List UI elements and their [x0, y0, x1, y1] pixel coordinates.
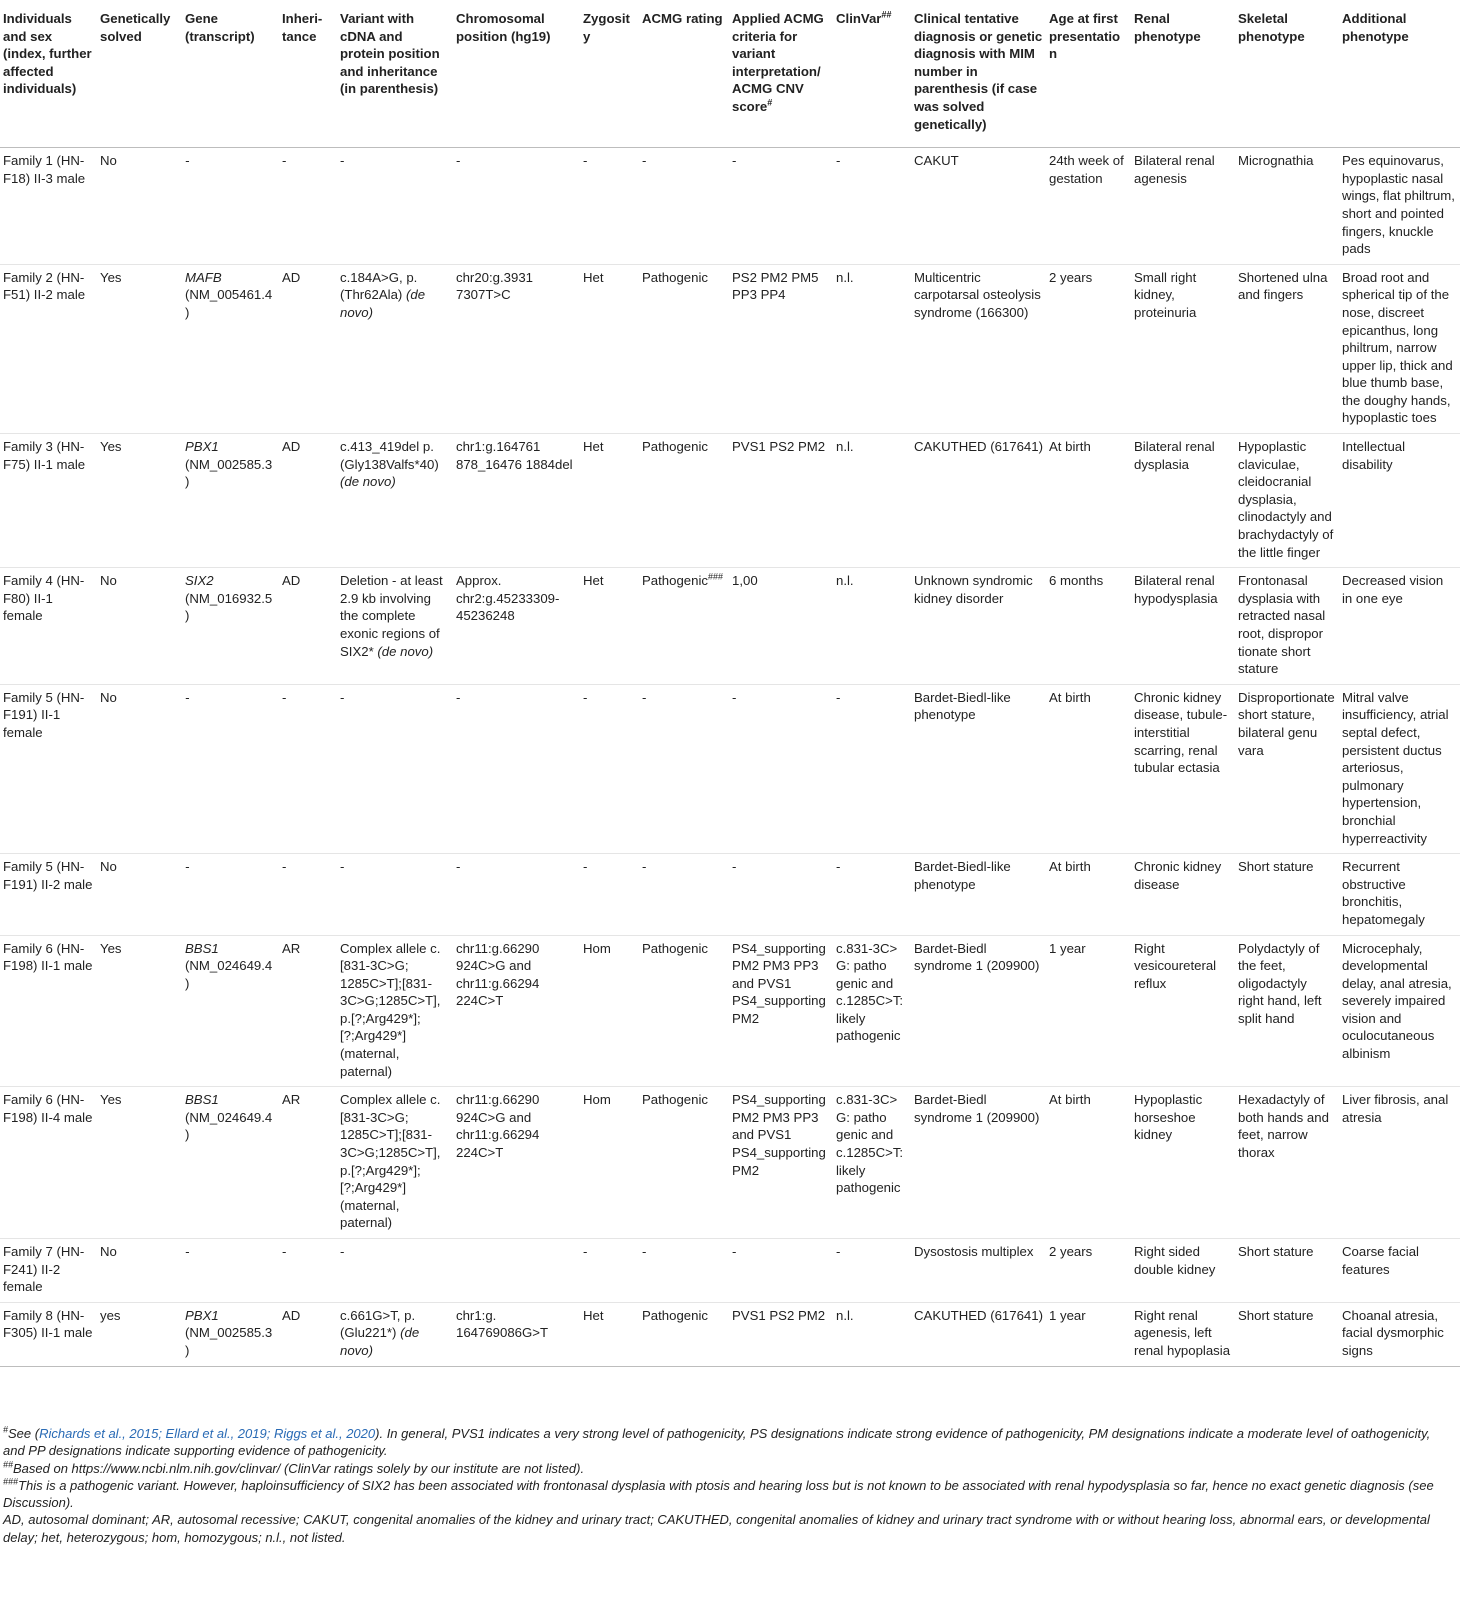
chromosomal-position-cell: - — [456, 859, 461, 875]
skeletal-phenotype-cell: Polydactyly of the feet, oligodactyly right hand, left split hand — [1238, 940, 1322, 1026]
acmg-criteria-cell: - — [732, 153, 737, 169]
additional-phenotype-cell: Broad root and spherical tip of the nose, discreet epicanthus, long philtrum, narrow upper lip, thick and blue thumb base, the doughy hands, hypoplastic toes — [1342, 269, 1453, 426]
acmg-criteria-cell: PVS1 PS2 PM2 — [732, 439, 826, 455]
skeletal-phenotype-cell: Hypoplastic claviculae, cleidocranial dysplasia, clinodactyly and brachydactyly of the little finger — [1238, 439, 1334, 560]
footnote-3: ###This is a pathogenic variant. However, haploinsufficiency of SIX2 has been associated with frontonasal dysplasia with ptosis and hearing loss but is not known to be associated with renal hypodysplasia so far, hence no exact genetic diagnosis (see Discussion). — [3, 1476, 1434, 1511]
skeletal-phenotype-cell: Short stature — [1238, 1307, 1314, 1323]
clinvar-cell: - — [836, 153, 841, 169]
renal-phenotype-cell: Right renal agenesis, left renal hypoplasia — [1134, 1307, 1231, 1358]
skeletal-phenotype-cell: Shortened ulna and fingers — [1238, 269, 1328, 303]
gene-cell: PBX1 (NM_002585.3) — [185, 1307, 273, 1358]
table-row — [0, 1302, 1460, 1366]
chromosomal-position-cell: chr1:g. 164769086G>T — [456, 1307, 549, 1341]
diagnosis-cell: Multicentric carpotarsal osteolysis syndrome (166300) — [914, 269, 1041, 320]
variant-cell: - — [340, 689, 345, 705]
footnote-references[interactable]: Richards et al., 2015; Ellard et al., 2019; Riggs et al., 2020 — [39, 1426, 376, 1441]
acmg-rating-cell: - — [642, 153, 647, 169]
variant-cell: Complex allele c.[831-3C>G; 1285C>T];[831-3C>G;1285C>T], p.[?;Arg429*];[?;Arg429*] (maternal, paternal) — [340, 940, 441, 1079]
renal-phenotype-cell: Hypoplastic horseshoe kidney — [1134, 1092, 1203, 1143]
variant-cell: - — [340, 1244, 345, 1259]
solved-cell: Yes — [100, 439, 122, 455]
skeletal-phenotype-cell: Hexadactyly of both hands and feet, narrow thorax — [1238, 1092, 1329, 1161]
chromosomal-position-cell: chr11:g.66290 924C>G and chr11:g.66294 224C>T — [456, 1092, 540, 1161]
solved-cell: yes — [100, 1307, 121, 1323]
clinvar-cell: c.831-3C> G: patho genic and c.1285C>T: likely pathogenic — [836, 1092, 904, 1196]
col-header-inheritance: Inheri-tance — [279, 6, 337, 148]
acmg-criteria-cell: - — [732, 859, 737, 875]
gene-cell: BBS1 (NM_024649.4) — [185, 1092, 273, 1143]
age-cell: 24th week of gestation — [1049, 153, 1124, 186]
zygosity-cell: - — [583, 153, 588, 169]
chromosomal-position-cell: chr1:g.164761 878_16476 1884del — [456, 439, 573, 472]
individual-cell: Family 5 (HN-F191) II-2 male — [3, 859, 93, 892]
individual-cell: Family 5 (HN-F191) II-1 female — [3, 689, 85, 740]
variant-cell: - — [340, 859, 345, 875]
diagnosis-cell: Bardet-Biedl-like phenotype — [914, 689, 1011, 723]
clinvar-cell: - — [836, 689, 841, 705]
solved-cell: No — [100, 859, 117, 875]
clinvar-cell: n.l. — [836, 439, 854, 455]
inheritance-cell: - — [282, 1244, 287, 1259]
inheritance-cell: AR — [282, 940, 301, 956]
diagnosis-cell: Bardet-Biedl-like phenotype — [914, 859, 1011, 892]
variant-cell: c.413_419del p.(Gly138Valfs*40) (de novo) — [340, 439, 439, 490]
individual-cell: Family 6 (HN-F198) II-4 male — [3, 1092, 93, 1125]
renal-phenotype-cell: Right sided double kidney — [1134, 1244, 1216, 1277]
col-header-acmg-rating: ACMG rating — [639, 6, 729, 148]
acmg-rating-cell: - — [642, 1244, 647, 1259]
table-row — [0, 1239, 1460, 1303]
clinvar-cell: - — [836, 859, 841, 875]
age-cell: At birth — [1049, 439, 1091, 455]
col-header-solved: Genetically solved — [97, 6, 182, 148]
age-cell: 1 year — [1049, 940, 1086, 956]
inheritance-cell: AD — [282, 573, 301, 589]
additional-phenotype-cell: Pes equinovarus, hypoplastic nasal wings, flat philtrum, short and pointed fingers, knuckle pads — [1342, 153, 1455, 257]
additional-phenotype-cell: Mitral valve insufficiency, atrial septal defect, persistent ductus arteriosus, pulmonary hypertension, bronchial hyperreactivity — [1342, 689, 1449, 846]
table-row — [0, 264, 1460, 433]
inheritance-cell: - — [282, 153, 287, 169]
col-header-diagnosis: Clinical tentative diagnosis or genetic diagnosis with MIM number in parenthesis (if case was solved genetically) — [911, 6, 1046, 148]
gene-cell: - — [185, 153, 190, 169]
gene-cell: - — [185, 859, 190, 875]
additional-phenotype-cell: Liver fibrosis, anal atresia — [1342, 1092, 1449, 1125]
acmg-criteria-cell: - — [732, 1244, 737, 1259]
chromosomal-position-cell: - — [456, 153, 461, 169]
acmg-rating-cell: Pathogenic — [642, 1307, 708, 1323]
clinvar-cell: - — [836, 1244, 841, 1259]
diagnosis-cell: Bardet-Biedl syndrome 1 (209900) — [914, 940, 1040, 974]
zygosity-cell: Hom — [583, 940, 611, 956]
renal-phenotype-cell: Bilateral renal agenesis — [1134, 153, 1215, 186]
age-cell: At birth — [1049, 689, 1091, 705]
skeletal-phenotype-cell: Short stature — [1238, 859, 1314, 875]
gene-cell: SIX2 (NM_016932.5) — [185, 573, 273, 624]
age-cell: At birth — [1049, 1092, 1091, 1108]
acmg-criteria-cell: PVS1 PS2 PM2 — [732, 1307, 826, 1323]
individual-cell: Family 4 (HN-F80) II-1 female — [3, 573, 85, 624]
acmg-criteria-cell: 1,00 — [732, 573, 758, 589]
individual-cell: Family 1 (HN-F18) II-3 male — [3, 153, 86, 186]
renal-phenotype-cell: Small right kidney, proteinuria — [1134, 269, 1197, 320]
col-header-acmg-criteria: Applied ACMG criteria for variant interpretation/ ACMG CNV score# — [729, 6, 833, 148]
col-header-chromosomal-position: Chromosomal position (hg19) — [453, 6, 580, 148]
clinvar-cell: c.831-3C> G: patho genic and c.1285C>T: likely pathogenic — [836, 940, 904, 1044]
renal-phenotype-cell: Chronic kidney disease, tubule-interstitial scarring, renal tubular ectasia — [1134, 689, 1228, 776]
table-row — [0, 1087, 1460, 1239]
table-footnotes — [3, 1425, 1455, 1546]
inheritance-cell: - — [282, 859, 287, 875]
gene-cell: PBX1 (NM_002585.3) — [185, 439, 273, 490]
solved-cell: Yes — [100, 940, 122, 956]
age-cell: 2 years — [1049, 269, 1093, 285]
renal-phenotype-cell: Right vesicoureteral reflux — [1134, 940, 1217, 991]
acmg-criteria-cell: PS4_supporting PM2 PM3 PP3 and PVS1 PS4_supporting PM2 — [732, 940, 826, 1026]
col-header-variant: Variant with cDNA and protein position and inheritance (in parenthesis) — [337, 6, 453, 148]
acmg-criteria-cell: PS4_supporting PM2 PM3 PP3 and PVS1 PS4_supporting PM2 — [732, 1092, 826, 1178]
table-row — [0, 684, 1460, 853]
acmg-rating-cell: Pathogenic — [642, 1092, 708, 1108]
acmg-rating-cell: Pathogenic — [642, 940, 708, 956]
col-header-gene: Gene (transcript) — [182, 6, 279, 148]
footnote-abbreviations: AD, autosomal dominant; AR, autosomal recessive; CAKUT, congenital anomalies of the kidney and urinary tract; CAKUTHED, congenital anomalies of kidney and urinary tract syndrome with or without hearing loss, abnormal ears, or developmental delay; het, heterozygous; hom, homozygous; n.l., not listed. — [3, 1512, 1430, 1545]
inheritance-cell: AR — [282, 1092, 301, 1108]
clinvar-cell: n.l. — [836, 269, 854, 285]
diagnosis-cell: CAKUTHED (617641) — [914, 439, 1043, 455]
individual-cell: Family 6 (HN-F198) II-1 male — [3, 940, 93, 974]
table-row — [0, 148, 1460, 265]
inheritance-cell: - — [282, 689, 287, 705]
inheritance-cell: AD — [282, 1307, 301, 1323]
inheritance-cell: AD — [282, 269, 301, 285]
acmg-criteria-cell: - — [732, 689, 737, 705]
acmg-rating-cell: - — [642, 859, 647, 875]
additional-phenotype-cell: Recurrent obstructive bronchitis, hepatomegaly — [1342, 859, 1425, 927]
additional-phenotype-cell: Decreased vision in one eye — [1342, 573, 1444, 606]
table-row — [0, 568, 1460, 685]
footnote-2: ##Based on https://www.ncbi.nlm.nih.gov/clinvar/ (ClinVar ratings solely by our institute are not listed). — [3, 1459, 585, 1476]
zygosity-cell: Het — [583, 269, 604, 285]
chromosomal-position-cell: - — [456, 689, 461, 705]
clinvar-cell: n.l. — [836, 1307, 854, 1323]
age-cell: 6 months — [1049, 573, 1104, 589]
skeletal-phenotype-cell: Frontonasal dysplasia with retracted nasal root, dispropor tionate short stature — [1238, 573, 1326, 677]
zygosity-cell: Het — [583, 573, 604, 589]
solved-cell: No — [100, 689, 117, 705]
acmg-rating-cell: Pathogenic — [642, 269, 708, 285]
individual-cell: Family 8 (HN-F305) II-1 male — [3, 1307, 93, 1341]
col-header-age: Age at first presentation — [1046, 6, 1131, 148]
individual-cell: Family 2 (HN-F51) II-2 male — [3, 269, 86, 303]
footnote-1: #See (Richards et al., 2015; Ellard et al., 2019; Riggs et al., 2020). In general, PVS1 indicates a very strong level of pathogenicity, PS designations indicate strong evidence of pathogenicity, PM designations indicate a moderate level of oathogenicity, and PP designations indicate supporting evidence of pathogenicity. — [3, 1424, 1431, 1459]
patient-variant-table — [0, 6, 1460, 1367]
col-header-individuals: Individuals and sex (index, further affected individuals) — [0, 6, 97, 148]
col-header-renal: Renal phenotype — [1131, 6, 1235, 148]
variant-cell: Deletion - at least 2.9 kb involving the complete exonic regions of SIX2* (de novo) — [340, 573, 443, 659]
table-body — [0, 148, 1460, 1366]
individual-cell: Family 3 (HN-F75) II-1 male — [3, 439, 86, 472]
solved-cell: No — [100, 1244, 117, 1259]
gene-cell: - — [185, 689, 190, 705]
zygosity-cell: Het — [583, 439, 604, 455]
additional-phenotype-cell: Choanal atresia, facial dysmorphic signs — [1342, 1307, 1444, 1358]
acmg-criteria-cell: PS2 PM2 PM5 PP3 PP4 — [732, 269, 819, 303]
chromosomal-position-cell: chr11:g.66290 924C>G and chr11:g.66294 224C>T — [456, 940, 540, 1009]
age-cell: 2 years — [1049, 1244, 1093, 1259]
renal-phenotype-cell: Bilateral renal hypodysplasia — [1134, 573, 1218, 606]
col-header-clinvar: ClinVar## — [833, 6, 911, 148]
variant-cell: Complex allele c.[831-3C>G; 1285C>T];[831-3C>G;1285C>T], p.[?;Arg429*];[?;Arg429*] (maternal, paternal) — [340, 1092, 441, 1231]
col-header-additional: Additional phenotype — [1339, 6, 1460, 148]
solved-cell: Yes — [100, 1092, 122, 1108]
header-row — [0, 6, 1460, 148]
col-header-skeletal: Skeletal phenotype — [1235, 6, 1339, 148]
diagnosis-cell: CAKUTHED (617641) — [914, 1307, 1043, 1323]
acmg-rating-cell: Pathogenic### — [642, 571, 724, 589]
variant-cell: - — [340, 153, 345, 169]
solved-cell: No — [100, 573, 117, 589]
renal-phenotype-cell: Bilateral renal dysplasia — [1134, 439, 1215, 472]
age-cell: At birth — [1049, 859, 1091, 875]
individual-cell: Family 7 (HN-F241) II-2 female — [3, 1244, 85, 1295]
chromosomal-position-cell — [453, 1239, 580, 1303]
table-row — [0, 854, 1460, 935]
age-cell: 1 year — [1049, 1307, 1086, 1323]
acmg-rating-cell: Pathogenic — [642, 439, 708, 455]
diagnosis-cell: Dysostosis multiplex — [914, 1244, 1034, 1259]
zygosity-cell: - — [583, 689, 588, 705]
zygosity-cell: - — [583, 1244, 588, 1259]
acmg-rating-cell: - — [642, 689, 647, 705]
renal-phenotype-cell: Chronic kidney disease — [1134, 859, 1222, 892]
table-row — [0, 434, 1460, 568]
diagnosis-cell: Bardet-Biedl syndrome 1 (209900) — [914, 1092, 1040, 1125]
chromosomal-position-cell: chr20:g.3931 7307T>C — [456, 269, 533, 303]
zygosity-cell: Het — [583, 1307, 604, 1323]
chromosomal-position-cell: Approx. chr2:g.45233309-45236248 — [456, 573, 560, 624]
gene-cell: BBS1 (NM_024649.4) — [185, 940, 273, 991]
solved-cell: No — [100, 153, 117, 169]
skeletal-phenotype-cell: Micrognathia — [1238, 153, 1314, 169]
gene-cell: - — [185, 1244, 190, 1259]
col-header-zygosity: Zygosity — [580, 6, 639, 148]
solved-cell: Yes — [100, 269, 122, 285]
table-row — [0, 935, 1460, 1087]
inheritance-cell: AD — [282, 439, 301, 455]
variant-cell: c.184A>G, p.(Thr62Ala) (de novo) — [340, 269, 426, 320]
additional-phenotype-cell: Microcephaly, developmental delay, anal atresia, severely impaired vision and oculocutaneous albinism — [1342, 940, 1452, 1062]
diagnosis-cell: Unknown syndromic kidney disorder — [914, 573, 1033, 606]
additional-phenotype-cell: Intellectual disability — [1342, 439, 1406, 472]
zygosity-cell: Hom — [583, 1092, 611, 1108]
variant-cell: c.661G>T, p.(Glu221*) (de novo) — [340, 1307, 420, 1358]
gene-cell: MAFB (NM_005461.4) — [185, 269, 273, 320]
skeletal-phenotype-cell: Disproportionate short stature, bilateral genu vara — [1238, 689, 1335, 758]
skeletal-phenotype-cell: Short stature — [1238, 1244, 1314, 1259]
additional-phenotype-cell: Coarse facial features — [1342, 1244, 1419, 1277]
clinvar-cell: n.l. — [836, 573, 854, 589]
zygosity-cell: - — [583, 859, 588, 875]
diagnosis-cell: CAKUT — [914, 153, 959, 169]
